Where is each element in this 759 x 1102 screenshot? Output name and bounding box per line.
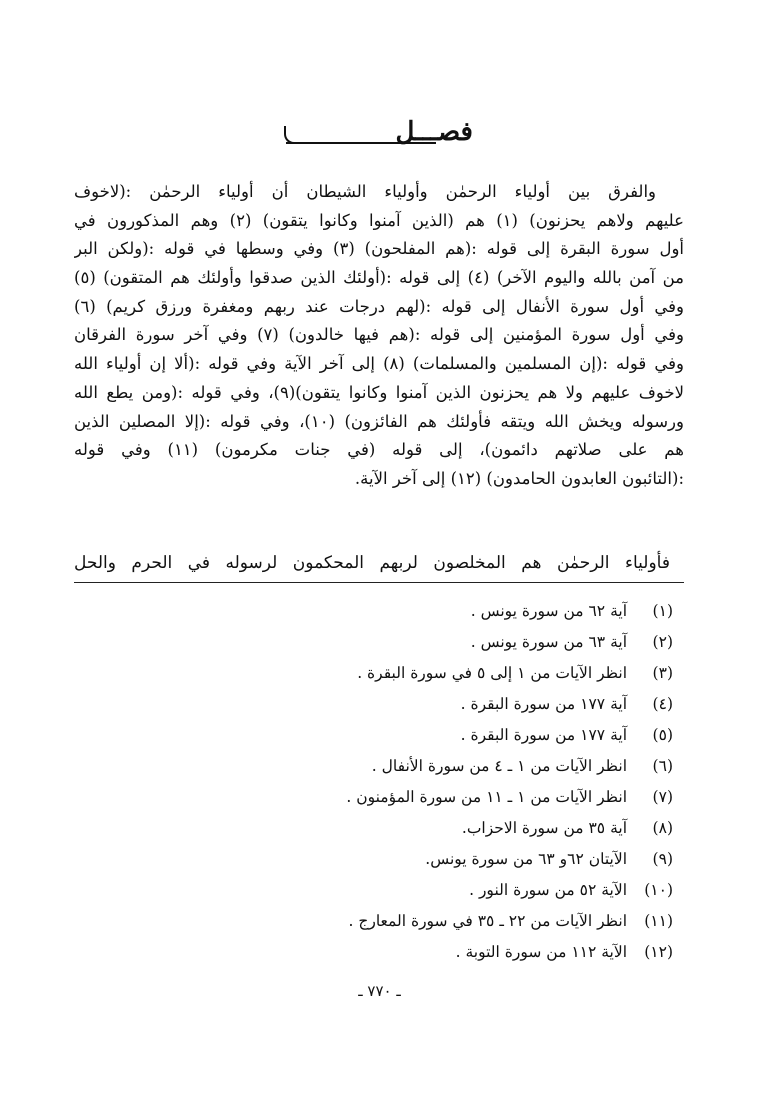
- heading-text: فصـــل: [395, 117, 473, 147]
- footnote-text: الآية ٥٢ من سورة النور .: [469, 881, 627, 899]
- footnote-number: (١٢): [644, 943, 673, 961]
- footnote-item: [113, 720, 673, 751]
- footnote-number: (١): [652, 602, 673, 620]
- footnote-item: [113, 906, 673, 937]
- paragraph-line: وفي أول سورة الأنفال إلى قوله :(لهم درجات عند ربهم ومغفرة ورزق كريم) (٦): [74, 296, 684, 316]
- footnote-item: [113, 813, 673, 844]
- section-heading: [0, 112, 759, 168]
- footnote-number: (٩): [652, 850, 673, 868]
- paragraph-line: أول سورة البقرة إلى قوله :(هم المفلحون) (٣) وفي وسطها في قوله :(ولكن البر: [74, 239, 684, 259]
- footnote-item: [113, 751, 673, 782]
- footnote-item: [113, 596, 673, 627]
- paragraph-line: عليهم ولاهم يحزنون) (١) هم (الذين آمنوا وكانوا يتقون) (٢) وهم المذكورون في: [74, 210, 684, 230]
- footnote-item: [113, 844, 673, 875]
- paragraph-line: وفي أول سورة المؤمنين إلى قوله :(هم فيها خالدون) (٧) وفي آخر سورة الفرقان: [74, 325, 684, 345]
- footnote-text: انظر الآيات من ١ ـ ٤ من سورة الأنفال .: [371, 757, 627, 775]
- footnote-text: آية ٣٥ من سورة الاحزاب.: [461, 819, 627, 837]
- paragraph-line: ورسوله ويخش الله ويتقه فأولئك هم الفائزون) (١٠)، وفي قوله :(إلا المصلين الذين: [74, 411, 684, 431]
- footnote-text: انظر الآيات من ٢٢ ـ ٣٥ في سورة المعارج .: [348, 912, 627, 930]
- footnote-item: [113, 658, 673, 689]
- footnote-text: الآيتان ٦٢و ٦٣ من سورة يونس.: [425, 850, 627, 868]
- footnote-item: [113, 937, 673, 968]
- continuation-line: فأولياء الرحمٰن هم المخلصون لربهم المحكمون لرسوله في الحرم والحل: [74, 553, 670, 573]
- footnote-text: آية ٦٣ من سورة يونس .: [470, 633, 627, 651]
- footnote-number: (٣): [652, 664, 673, 682]
- paragraph-line: هم على صلاتهم دائمون)، إلى قوله (في جنات مكرمون) (١١) وفي قوله: [74, 440, 684, 460]
- footnote-text: انظر الآيات من ١ إلى ٥ في سورة البقرة .: [357, 664, 627, 682]
- paragraph-line: وفي قوله :(إن المسلمين والمسلمات) (٨) إلى آخر الآية وفي قوله :(ألا إن أولياء الله: [74, 354, 684, 374]
- footnote-item: [113, 875, 673, 906]
- footnote-text: آية ١٧٧ من سورة البقرة .: [460, 695, 627, 713]
- footnote-text: آية ٦٢ من سورة يونس .: [470, 602, 627, 620]
- footnote-text: آية ١٧٧ من سورة البقرة .: [460, 726, 627, 744]
- footnote-item: [113, 627, 673, 658]
- footnote-number: (٢): [652, 633, 673, 651]
- paragraph-line: :(التائبون العابدون الحامدون) (١٢) إلى آخر الآية.: [354, 468, 684, 488]
- main-paragraph: [74, 178, 684, 494]
- footnote-item: [113, 689, 673, 720]
- page-number: ـ ٧٧٠ ـ: [358, 982, 401, 1000]
- footnote-number: (٧): [652, 788, 673, 806]
- paragraph-line: لاخوف عليهم ولا هم يحزنون الذين آمنوا وكانوا يتقون)(٩)، وفي قوله :(ومن يطع الله: [74, 382, 684, 402]
- footnote-number: (٤): [652, 695, 673, 713]
- footnote-number: (٨): [652, 819, 673, 837]
- footnote-number: (١١): [644, 912, 673, 930]
- footnote-number: (٦): [652, 757, 673, 775]
- footnote-text: انظر الآيات من ١ ـ ١١ من سورة المؤمنون .: [346, 788, 627, 806]
- footnotes-list: [113, 596, 673, 968]
- footnote-number: (١٠): [644, 881, 673, 899]
- footnote-separator: [74, 582, 684, 583]
- footnote-number: (٥): [652, 726, 673, 744]
- heading-flourish: [286, 142, 436, 144]
- paragraph-line: من آمن بالله واليوم الآخر) (٤) إلى قوله :(أولئك الذين صدقوا وأولئك هم المتقون) (٥): [74, 268, 684, 288]
- paragraph-line: والفرق بين أولياء الرحمٰن وأولياء الشيطان أن أولياء الرحمٰن :(لاخوف: [74, 182, 656, 201]
- footnote-item: [113, 782, 673, 813]
- footnote-text: الآية ١١٢ من سورة التوبة .: [455, 943, 627, 961]
